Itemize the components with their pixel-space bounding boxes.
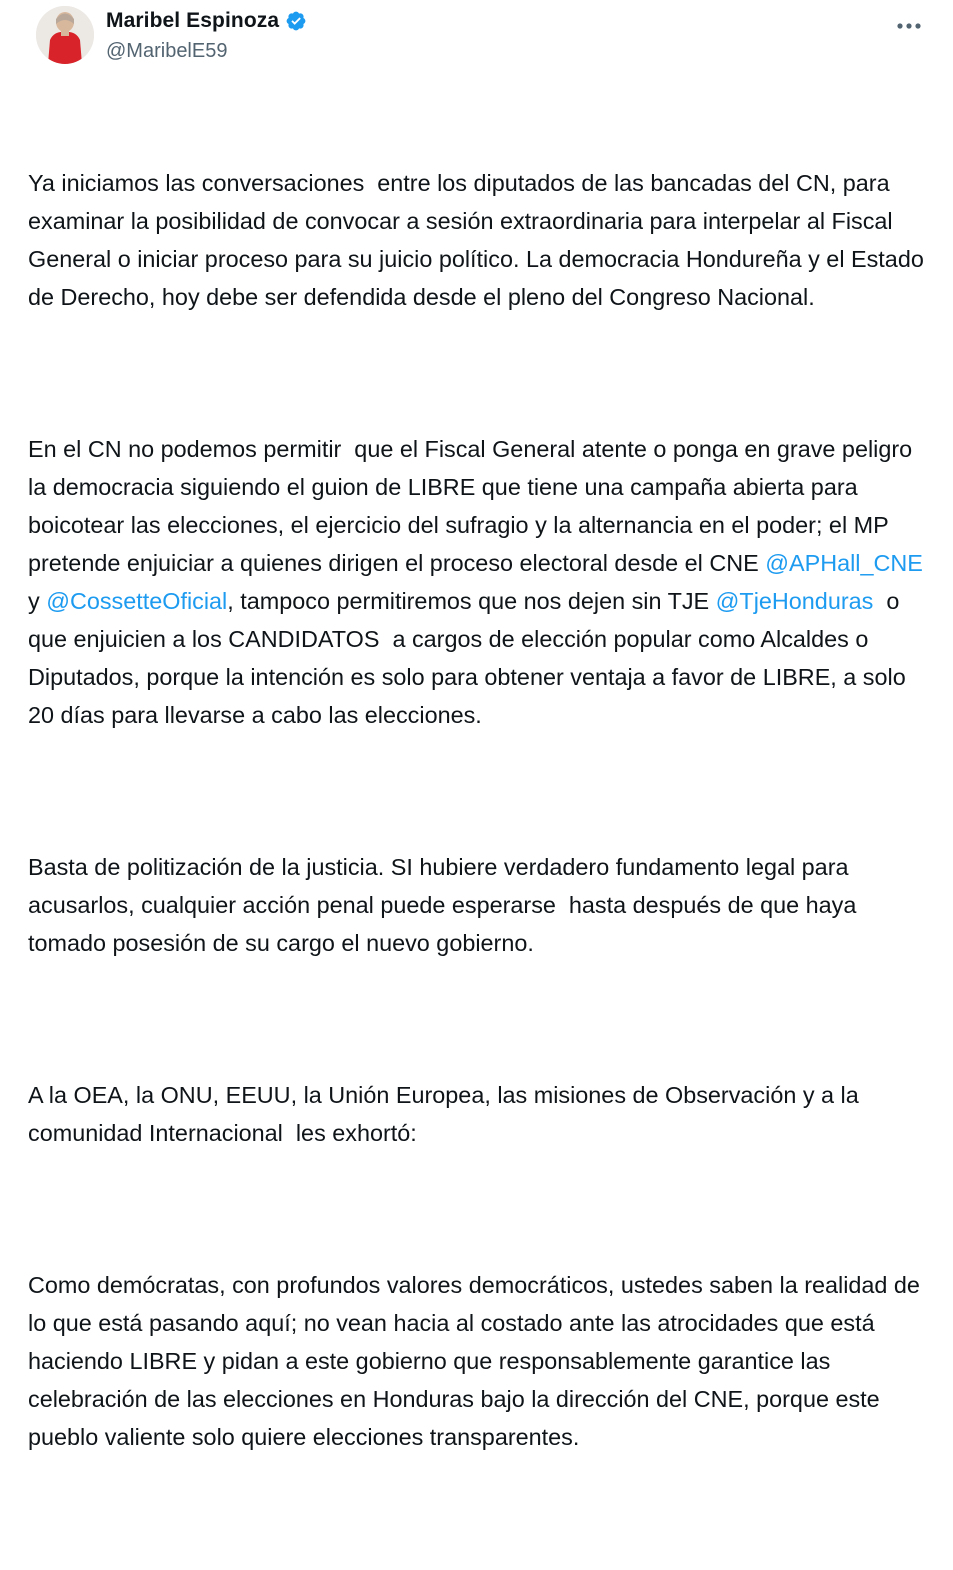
author-info (106, 6, 307, 63)
mention-link-cossette[interactable]: @CossetteOficial (46, 588, 228, 614)
more-options-icon (896, 22, 922, 30)
mention-link-aphall[interactable]: @APHall_CNE (765, 550, 923, 576)
tweet-paragraph-1: Ya iniciamos las conversaciones entre los diputados de las bancadas del CN, para examinar la posibilidad de convocar a sesión extraordinaria para interpelar al Fiscal General o iniciar proceso para su juicio político. La democracia Hondureña y el Estado de Derecho, hoy debe ser defendida desde el pleno del Congreso Nacional. (28, 170, 931, 310)
tweet-paragraph-5: Como demócratas, con profundos valores democráticos, ustedes saben la realidad de lo que está pasando aquí; no vean hacia al costado ante las atrocidades que está haciendo LIBRE y pidan a este gobierno que responsablemente garantice las celebración de las elecciones en Honduras bajo la dirección del CNE, porque este pueblo valiente solo quiere elecciones transparentes. (28, 1272, 927, 1450)
avatar[interactable] (36, 6, 94, 64)
author-name[interactable]: Maribel Espinoza (106, 9, 280, 32)
name-row (106, 6, 307, 36)
more-options-button[interactable] (893, 14, 925, 38)
tweet-text-segment: y (28, 550, 936, 614)
verified-badge-icon (285, 10, 307, 32)
mention-link-tje[interactable]: @TjeHonduras (715, 588, 874, 614)
tweet-text (28, 88, 936, 1570)
tweet-paragraph-3: Basta de politización de la justicia. SI hubiere verdadero fundamento legal para acusarlos, cualquier acción penal puede esperarse hasta después de que haya tomado posesión de su cargo el nuevo gobierno. (28, 854, 863, 956)
tweet-paragraph-2 (28, 430, 936, 734)
tweet-paragraph-4: A la OEA, la ONU, EEUU, la Unión Europea, las misiones de Observación y a la comunidad Internacional les exhortó: (28, 1082, 866, 1146)
tweet-text-segment: En el CN no podemos permitir que el Fiscal General atente o ponga en grave peligro la democracia siguiendo el guion de LIBRE que tiene una campaña abierta para boicotear las elecciones, el ejercicio del sufragio y la alternancia en el poder; el MP pretende enjuiciar a quienes dirigen el proceso electoral desde el CNE (28, 436, 919, 576)
tweet-text-segment: o que enjuicien a los CANDIDATOS a cargos de elección popular como Alcaldes o Diputados, porque la intención es solo para obtener ventaja a favor de LIBRE, a solo 20 días para llevarse a cabo las elecciones. (28, 588, 913, 728)
tweet-text-segment: , tampoco permitiremos que nos dejen sin TJE (227, 588, 716, 614)
tweet-header (28, 4, 933, 74)
avatar-image (36, 6, 94, 64)
author-handle[interactable]: @MaribelE59 (106, 40, 228, 62)
